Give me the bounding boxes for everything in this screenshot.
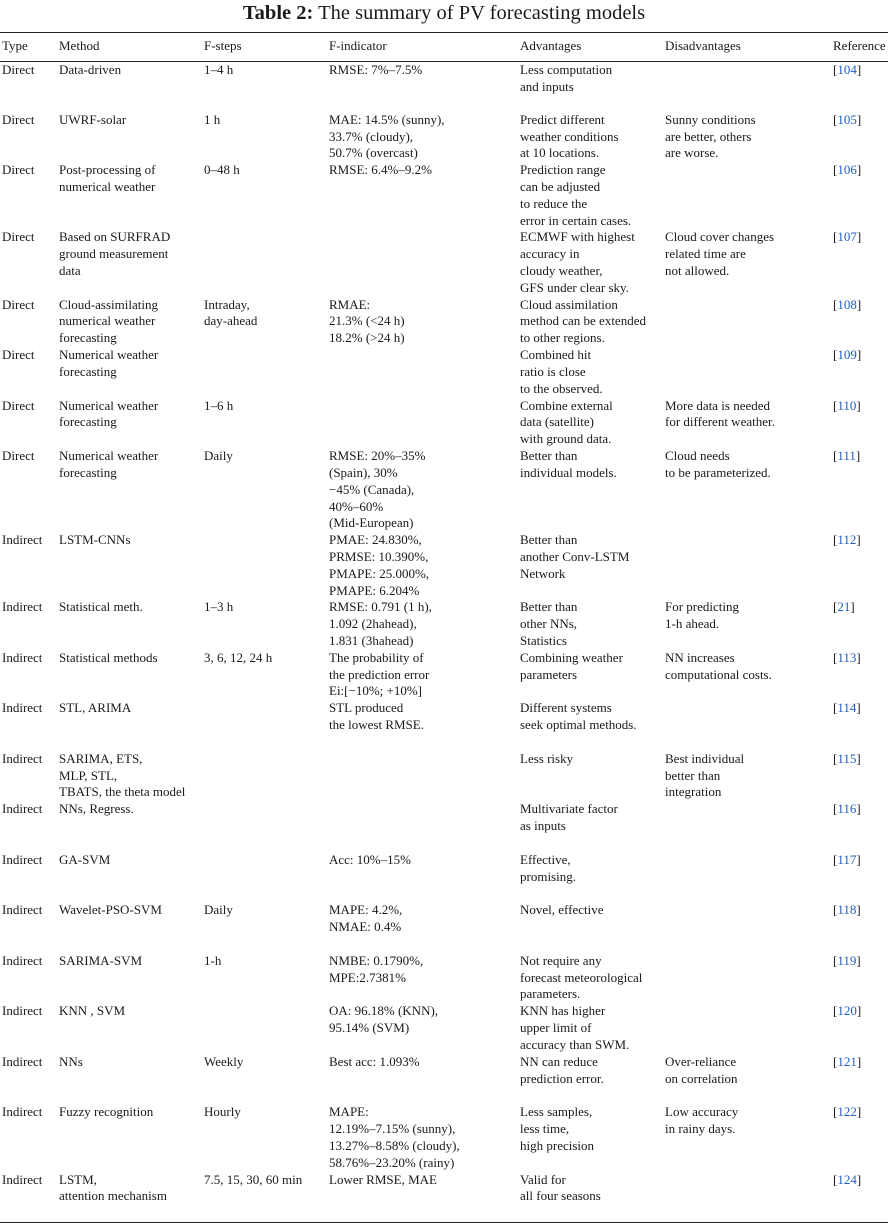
cell-method: Cloud-assimilating numerical weather forecasting <box>59 296 158 346</box>
cell-method: GA-SVM <box>59 851 111 867</box>
cell-fsteps <box>200 532 325 599</box>
cell-disadvantages <box>661 801 829 852</box>
cell-method: NNs, Regress. <box>59 801 134 817</box>
cell-type: Indirect <box>2 750 43 766</box>
reference-link[interactable]: 108 <box>837 296 857 312</box>
cell-method: Based on SURFRAD ground measurement data <box>59 229 171 279</box>
cell-type: Direct <box>2 296 35 312</box>
cell-disadvantages <box>661 297 829 348</box>
cell-reference: [21] <box>833 599 855 615</box>
table-row <box>0 953 888 1004</box>
cell-findicator: RMSE: 6.4%–9.2% <box>329 162 432 178</box>
cell-findicator: The probability of the prediction error Ei:[−10%; +10%] <box>329 649 430 699</box>
cell-fsteps: Weekly <box>204 1053 244 1069</box>
cell-disadvantages: Sunny conditions are better, others are worse. <box>665 111 756 161</box>
cell-type: Indirect <box>2 1053 43 1069</box>
cell-findicator: Lower RMSE, MAE <box>325 1172 516 1223</box>
table-body <box>0 61 888 1222</box>
cell-fsteps: 7.5, 15, 30, 60 min <box>200 1172 325 1223</box>
cell-advantages: Less samples, less time, high precision <box>520 1104 595 1153</box>
cell-findicator <box>325 398 516 449</box>
cell-advantages: Cloud assimilation method can be extended to other regions. <box>520 296 646 346</box>
cell-findicator: RMSE: 7%–7.5% <box>329 61 423 77</box>
cell-disadvantages <box>661 902 829 953</box>
cell-reference: [112] <box>833 532 861 548</box>
header-disadvantages: Disadvantages <box>661 33 829 62</box>
pv-models-table <box>0 32 888 1223</box>
cell-reference: [107] <box>833 229 862 245</box>
cell-advantages: Less risky <box>520 750 574 766</box>
cell-method: Numerical weather forecasting <box>59 397 159 430</box>
table-row <box>0 398 888 449</box>
cell-advantages: Multivariate factor as inputs <box>520 801 618 834</box>
cell-findicator <box>325 801 516 852</box>
cell-findicator <box>325 751 516 802</box>
cell-disadvantages: More data is needed for different weather. <box>665 397 775 430</box>
cell-fsteps: Daily <box>204 448 233 464</box>
cell-method: LSTM, attention mechanism <box>55 1172 200 1223</box>
cell-findicator: NMBE: 0.1790%, MPE:2.7381% <box>329 952 424 985</box>
cell-advantages: Valid for all four seasons <box>516 1172 661 1223</box>
reference-link[interactable]: 115 <box>837 750 857 766</box>
reference-link[interactable]: 113 <box>837 649 857 665</box>
reference-link[interactable]: 110 <box>837 397 857 413</box>
cell-fsteps <box>200 852 325 903</box>
cell-reference: [115] <box>833 750 861 766</box>
cell-reference: [121] <box>833 1053 862 1069</box>
cell-advantages: Combined hit ratio is close to the observed. <box>520 347 603 396</box>
cell-method: SARIMA, ETS, MLP, STL, TBATS, the theta model <box>59 750 186 800</box>
cell-reference: [124] <box>829 1172 888 1223</box>
cell-reference: [117] <box>833 851 861 867</box>
table-row <box>0 1104 888 1171</box>
cell-fsteps: 1 h <box>204 111 221 127</box>
cell-type: Direct <box>2 111 35 127</box>
table-row <box>0 162 888 229</box>
reference-link[interactable]: 124 <box>837 1171 857 1187</box>
table-row <box>0 347 888 398</box>
cell-findicator: MAPE: 4.2%, NMAE: 0.4% <box>329 902 403 935</box>
cell-advantages: Prediction range can be adjusted to reduce the error in certain cases. <box>520 162 632 228</box>
cell-method: NNs <box>59 1053 83 1069</box>
cell-fsteps <box>200 347 325 398</box>
reference-link[interactable]: 120 <box>837 1003 857 1019</box>
cell-disadvantages: For predicting 1-h ahead. <box>665 599 740 632</box>
table-row <box>0 61 888 112</box>
table-row <box>0 801 888 852</box>
cell-disadvantages <box>661 162 829 229</box>
table-header-row <box>0 33 888 62</box>
cell-disadvantages <box>661 953 829 1004</box>
cell-reference: [120] <box>833 1003 862 1019</box>
cell-fsteps <box>200 700 325 751</box>
cell-method: SARIMA-SVM <box>59 952 143 968</box>
cell-type: Indirect <box>2 1003 43 1019</box>
table-row <box>0 297 888 348</box>
cell-reference: [104] <box>833 61 862 77</box>
cell-type: Direct <box>2 448 35 464</box>
cell-disadvantages: NN increases computational costs. <box>665 649 772 682</box>
cell-findicator: RMSE: 20%–35% (Spain), 30% −45% (Canada), 40%–60% (Mid-European) <box>329 448 426 531</box>
cell-type: Direct <box>2 229 35 245</box>
cell-reference: [116] <box>833 801 861 817</box>
cell-fsteps: 1-h <box>204 952 222 968</box>
cell-advantages: NN can reduce prediction error. <box>520 1053 604 1086</box>
header-fsteps: F-steps <box>200 33 325 62</box>
cell-type: Indirect <box>2 599 43 615</box>
header-advantages: Advantages <box>516 33 661 62</box>
cell-reference: [113] <box>833 649 861 665</box>
reference-link[interactable]: 116 <box>837 801 857 817</box>
table-row <box>0 1054 888 1105</box>
reference-link[interactable]: 111 <box>837 448 856 464</box>
cell-method: UWRF-solar <box>59 111 127 127</box>
cell-fsteps: 1–6 h <box>204 397 234 413</box>
table-row <box>0 650 888 701</box>
cell-method: Data-driven <box>59 61 122 77</box>
cell-findicator <box>325 347 516 398</box>
cell-findicator: RMAE: 21.3% (<24 h) 18.2% (>24 h) <box>329 296 405 346</box>
cell-findicator: OA: 96.18% (KNN), 95.14% (SVM) <box>329 1003 439 1036</box>
reference-link[interactable]: 104 <box>837 61 857 77</box>
header-method: Method <box>55 33 200 62</box>
cell-advantages: Better than individual models. <box>520 448 617 480</box>
cell-reference: [105] <box>833 111 862 127</box>
cell-findicator <box>325 229 516 296</box>
cell-disadvantages: Best individual better than integration <box>665 750 745 800</box>
cell-reference: [108] <box>833 296 862 312</box>
cell-advantages: KNN has higher upper limit of accuracy than SWM. <box>520 1003 630 1052</box>
table-caption-title: The summary of PV forecasting models <box>318 2 646 24</box>
cell-fsteps: Hourly <box>204 1104 241 1120</box>
cell-type: Indirect <box>2 851 43 867</box>
reference-link[interactable]: 21 <box>837 599 851 615</box>
cell-advantages: Not require any forecast meteorological parameters. <box>520 952 643 1002</box>
cell-type: Indirect <box>2 532 43 548</box>
table-row <box>0 112 888 163</box>
cell-findicator: PMAE: 24.830%, PRMSE: 10.390%, PMAPE: 25.000%, PMAPE: 6.204% <box>329 532 430 598</box>
cell-findicator: STL produced the lowest RMSE. <box>329 700 424 733</box>
cell-method: Wavelet-PSO-SVM <box>59 902 162 918</box>
reference-link[interactable]: 112 <box>837 532 857 548</box>
header-findicator: F-indicator <box>325 33 516 62</box>
reference-link[interactable]: 122 <box>837 1104 857 1120</box>
cell-disadvantages <box>661 852 829 903</box>
cell-type: Direct <box>2 61 35 77</box>
cell-method: Statistical methods <box>59 649 158 665</box>
cell-method: Fuzzy recognition <box>59 1104 154 1120</box>
cell-type: Indirect <box>2 952 43 968</box>
cell-reference: [114] <box>833 700 861 716</box>
cell-advantages: Combining weather parameters <box>520 649 623 682</box>
cell-method: Post-processing of numerical weather <box>59 162 156 195</box>
reference-link[interactable]: 114 <box>837 700 857 716</box>
table-row <box>0 1003 888 1054</box>
cell-reference: [106] <box>833 162 862 178</box>
cell-reference: [119] <box>833 952 861 968</box>
cell-advantages: Better than other NNs, Statistics <box>520 599 578 648</box>
cell-findicator: Best acc: 1.093% <box>329 1053 420 1069</box>
cell-type: Indirect <box>2 902 43 918</box>
cell-disadvantages <box>661 532 829 599</box>
reference-link[interactable]: 117 <box>837 851 857 867</box>
cell-method: Statistical meth. <box>59 599 143 615</box>
table-row <box>0 852 888 903</box>
table-row <box>0 751 888 802</box>
table-row <box>0 1172 888 1223</box>
cell-fsteps: 0–48 h <box>204 162 240 178</box>
cell-findicator: MAE: 14.5% (sunny), 33.7% (cloudy), 50.7% (overcast) <box>329 111 445 161</box>
cell-advantages: Different systems seek optimal methods. <box>520 700 637 733</box>
cell-disadvantages <box>661 1003 829 1054</box>
cell-type: Indirect <box>2 801 43 817</box>
cell-advantages: Predict different weather conditions at 10 locations. <box>520 111 619 161</box>
cell-fsteps: Daily <box>204 902 233 918</box>
table-caption-label: Table 2: <box>242 2 314 24</box>
header-type: Type <box>0 33 55 62</box>
cell-disadvantages <box>661 700 829 751</box>
cell-method: KNN , SVM <box>59 1003 126 1019</box>
reference-link[interactable]: 119 <box>837 952 857 968</box>
cell-fsteps <box>200 801 325 852</box>
cell-reference: [109] <box>833 347 862 363</box>
cell-disadvantages: Cloud needs to be parameterized. <box>665 448 771 480</box>
table-row <box>0 902 888 953</box>
cell-method: STL, ARIMA <box>59 700 132 716</box>
cell-advantages: Novel, effective <box>520 902 604 918</box>
cell-fsteps: 1–3 h <box>204 599 234 615</box>
cell-advantages: Better than another Conv-LSTM Network <box>520 532 630 581</box>
cell-disadvantages: Cloud cover changes related time are not allowed. <box>665 229 775 279</box>
table-caption <box>0 0 888 32</box>
table-row <box>0 599 888 650</box>
cell-type: Direct <box>2 347 35 363</box>
cell-disadvantages: Over-reliance on correlation <box>665 1053 738 1086</box>
table-row <box>0 532 888 599</box>
cell-reference: [118] <box>833 902 861 918</box>
cell-findicator: Acc: 10%–15% <box>329 851 411 867</box>
reference-link[interactable]: 107 <box>837 229 857 245</box>
cell-reference: [111] <box>833 448 861 464</box>
table-row <box>0 229 888 296</box>
cell-type: Direct <box>2 397 35 413</box>
cell-advantages: Effective, promising. <box>520 851 576 884</box>
reference-link[interactable]: 109 <box>837 347 857 363</box>
cell-type: Indirect <box>2 700 43 716</box>
cell-type: Indirect <box>0 1172 55 1223</box>
cell-method: LSTM-CNNs <box>59 532 131 548</box>
reference-link[interactable]: 121 <box>837 1053 857 1069</box>
cell-method: Numerical weather forecasting <box>59 448 159 480</box>
cell-advantages: Less computation and inputs <box>520 61 613 94</box>
cell-fsteps: 1–4 h <box>204 61 234 77</box>
cell-advantages: Combine external data (satellite) with ground data. <box>520 397 613 447</box>
cell-fsteps <box>200 1003 325 1054</box>
reference-link[interactable]: 106 <box>837 162 857 178</box>
cell-fsteps <box>200 751 325 802</box>
cell-findicator: MAPE: 12.19%–7.15% (sunny), 13.27%–8.58% (cloudy), 58.76%–23.20% (rainy) <box>329 1104 460 1170</box>
cell-disadvantages <box>661 61 829 112</box>
cell-method: Numerical weather forecasting <box>59 347 159 379</box>
reference-link[interactable]: 105 <box>837 111 857 127</box>
cell-findicator: RMSE: 0.791 (1 h), 1.092 (2hahead), 1.831 (3hahead) <box>329 599 432 648</box>
cell-type: Indirect <box>2 649 43 665</box>
cell-advantages: ECMWF with highest accuracy in cloudy weather, GFS under clear sky. <box>520 229 635 295</box>
cell-disadvantages <box>661 1172 829 1223</box>
cell-disadvantages <box>661 347 829 398</box>
cell-disadvantages: Low accuracy in rainy days. <box>665 1104 739 1137</box>
cell-reference: [110] <box>833 397 861 413</box>
cell-type: Indirect <box>2 1104 43 1120</box>
table-row <box>0 700 888 751</box>
cell-fsteps <box>200 229 325 296</box>
table-row <box>0 448 888 532</box>
reference-link[interactable]: 118 <box>837 902 857 918</box>
cell-reference: [122] <box>833 1104 862 1120</box>
cell-type: Direct <box>2 162 35 178</box>
header-reference: Reference <box>829 33 888 62</box>
cell-fsteps: 3, 6, 12, 24 h <box>204 649 273 665</box>
cell-fsteps: Intraday, day-ahead <box>204 296 258 329</box>
